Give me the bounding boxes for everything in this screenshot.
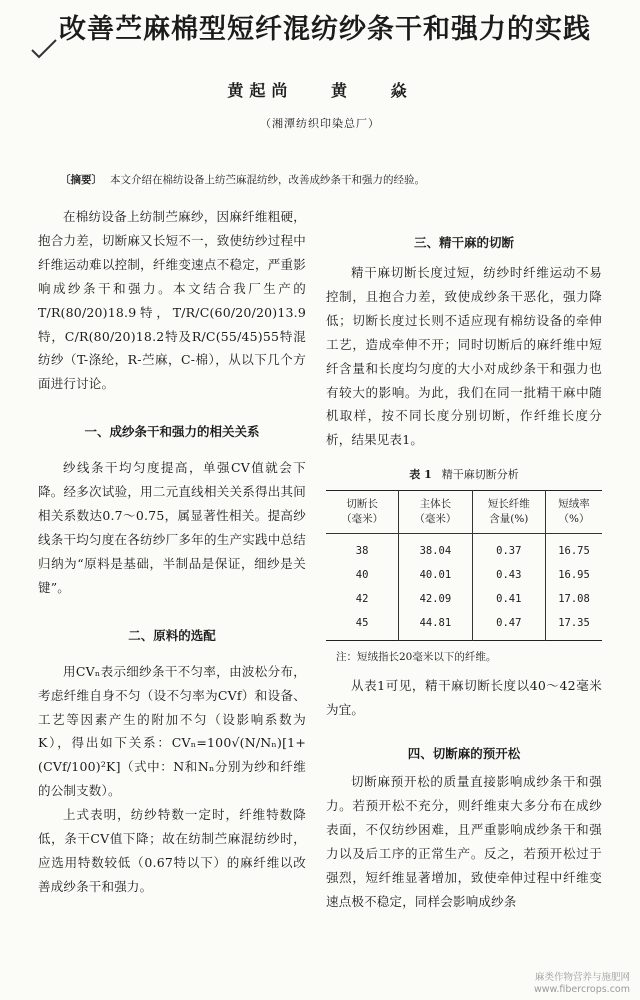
table-row — [326, 587, 602, 611]
intro-paragraph: 在棉纺设备上纺制苎麻纱，因麻纤维粗硬，抱合力差，切断麻又长短不一，致使纺纱过程中纤维运动难以控制，纤维变速点不稳定，严重影响成纱条干和强力。本文结合我厂生产的T/R(80/20)18.9特，T/R/C(60/20/20)13.9特，C/R(80/20)18.2特及R/C(55/45)55特混纺纱（T-涤纶，R-苎麻，C-棉），从以下几个方面进行讨论。 — [38, 209, 306, 392]
table-row — [326, 611, 602, 641]
site-watermark — [534, 972, 630, 996]
left-column — [38, 205, 306, 899]
table-cell: 44.81 — [399, 611, 472, 641]
paper-title: 改善苎麻棉型短纤混纺纱条干和强力的实践 — [59, 14, 591, 45]
table-header: 短绒率 （%） — [546, 491, 602, 534]
section-2-paragraph-1: 用CVₙ表示细纱条干不匀率，由波松分布，考虑纤维自身不匀（设不匀率为CVf）和设备、工艺等因素产生的附加不匀（设影响系数为K），得出如下关系：CVₙ=100√(N/Nₙ)[1+(CVf/100)²K]（式中：N和Nₙ分别为纱和纤维的公制支数）。 — [38, 663, 306, 799]
section-2-heading: 二、原料的选配 — [128, 627, 216, 643]
after-table-paragraph: 从表1可见，精干麻切断长度以40～42毫米为宜。 — [326, 678, 602, 718]
table-cell: 38 — [355, 545, 369, 558]
table-number: 表 1 — [409, 468, 432, 482]
table-note: 注：短绒指长20毫米以下的纤维。 — [336, 651, 497, 664]
table-cell: 17.35 — [546, 611, 602, 641]
authors: 黄起尚 黄 焱 — [227, 81, 413, 100]
table-cell: 0.37 — [472, 534, 545, 564]
table-cell: 0.43 — [472, 563, 545, 587]
table-cell: 45 — [355, 617, 369, 630]
table-header: 切断长 （毫米） — [326, 491, 399, 534]
section-4-heading: 四、切断麻的预开松 — [407, 746, 521, 762]
table-cell: 0.41 — [472, 587, 545, 611]
affiliation: （湘潭纺织印染总厂） — [260, 117, 380, 130]
section-2-paragraph-2: 上式表明，纺纱特数一定时，纤维特数降低，条干CV值下降；故在纺制苎麻混纺纱时，应选用特数较低（0.67特以下）的麻纤维以改善成纱条干和强力。 — [38, 807, 306, 894]
table-cell: 0.47 — [472, 611, 545, 641]
section-4-paragraph: 切断麻预开松的质量直接影响成纱条干和强力。若预开松不充分，则纤维束大多分布在成纱表面，不仅纺纱困难，且严重影响成纱条干和强力以及后工序的正常生产。反之，若预开松过于强烈，短纤维显著增加，致使牵伸过程中纤维变速点极不稳定，同样会影响成纱条 — [326, 774, 602, 909]
table-cell: 38.04 — [399, 534, 472, 564]
table-header: 短长纤维 含量(%) — [472, 491, 545, 534]
table-header: 主体长 （毫米） — [399, 491, 472, 534]
checkmark-mark — [30, 38, 58, 60]
section-1-paragraph: 纱线条干均匀度提高，单强CV值就会下降。经多次试验，用二元直线相关关系得出其间相关系数达0.7～0.75，属显著性相关。提高纱线条干均匀度在各纺纱厂多年的生产实践中总结归纳为“原料是基础，半制品是保证，细纱是关键”。 — [38, 460, 306, 595]
table-cell: 16.75 — [546, 534, 602, 564]
table-cell: 40.01 — [399, 563, 472, 587]
abstract — [60, 172, 620, 188]
section-3-paragraph: 精干麻切断长度过短，纺纱时纤维运动不易控制，且抱合力差，致使成纱条干恶化，强力降低；切断长度过长则不适应现有棉纺设备的牵伸工艺，造成牵伸不开；同时切断后的麻纤维中短纤含量和长度均匀度的大小对成纱条干和强力也有较大的影响。为此，我们在同一批精干麻中随机取样，按不同长度分别切断，作纤维长度分析，结果见表1。 — [326, 265, 602, 448]
watermark-line-1: 麻类作物营养与施肥网 — [534, 972, 630, 983]
table-cell: 16.95 — [546, 563, 602, 587]
fiber-cut-table — [326, 490, 602, 641]
table-caption — [326, 466, 602, 482]
table-cell: 42.09 — [399, 587, 472, 611]
abstract-text: 本文介绍在棉纺设备上纺苎麻混纺纱，改善成纱条干和强力的经验。 — [110, 174, 425, 186]
table-cell: 40 — [355, 569, 369, 582]
section-1-heading: 一、成纱条干和强力的相关关系 — [84, 424, 260, 440]
table-title: 精干麻切断分析 — [441, 468, 519, 482]
table-row — [326, 534, 602, 564]
table-header-row — [326, 491, 602, 534]
watermark-line-2: www.fibercrops.com — [533, 984, 630, 995]
section-3-heading: 三、精干麻的切断 — [413, 235, 514, 250]
table-row — [326, 563, 602, 587]
table-cell: 17.08 — [546, 587, 602, 611]
table-cell: 42 — [355, 593, 369, 606]
abstract-label: 〔摘要〕 — [60, 174, 102, 186]
right-column — [326, 205, 602, 914]
